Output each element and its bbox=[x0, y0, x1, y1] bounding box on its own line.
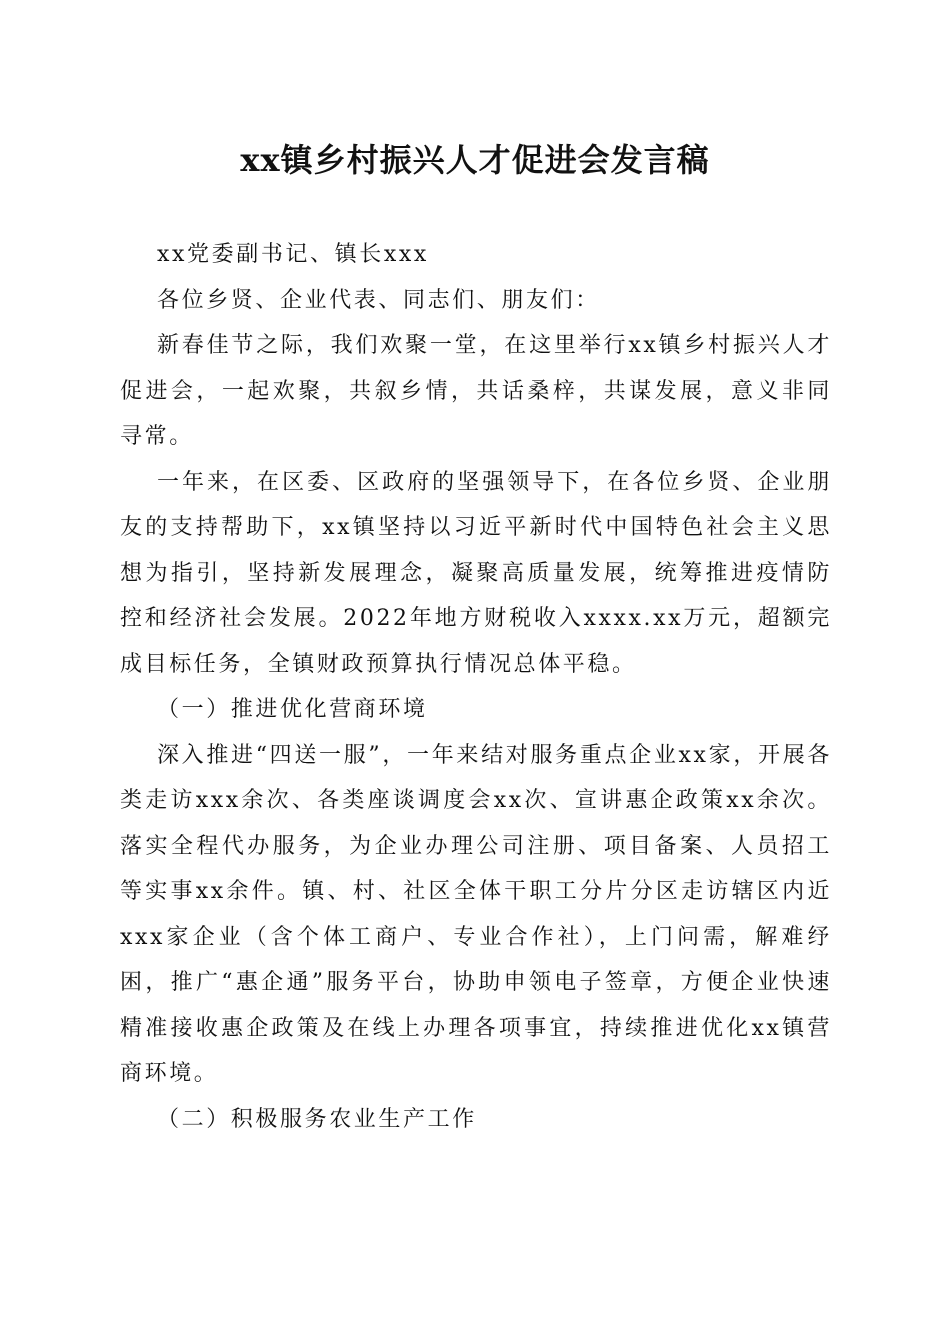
document-body bbox=[120, 232, 832, 1142]
section-heading-1: （一）推进优化营商环境 bbox=[157, 697, 428, 722]
paragraph-business-environment: 深入推进“四送一服”，一年来结对服务重点企业xx家，开展各类走访xxx余次、各类座谈调度会xx次、宣讲惠企政策xx余次。落实全程代办服务，为企业办理公司注册、项目备案、人员招工等实事xx余件。镇、村、社区全体干职工分片分区走访辖区内近xxx家企业（含个体工商户、专业合作社），上门问需，解难纾困，推广“惠企通”服务平台，协助申领电子签章，方便企业快速精准接收惠企政策及在线上办理各项事宜，持续推进优化xx镇营商环境。 bbox=[120, 742, 832, 1086]
paragraph-opening: 新春佳节之际，我们欢聚一堂，在这里举行xx镇乡村振兴人才促进会，一起欢聚，共叙乡情，共话桑梓，共谋发展，意义非同寻常。 bbox=[120, 333, 832, 449]
speaker-line: xx党委副书记、镇长xxx bbox=[157, 242, 429, 267]
section-heading-2: （二）积极服务农业生产工作 bbox=[157, 1106, 477, 1132]
paragraph-review: 一年来，在区委、区政府的坚强领导下，在各位乡贤、企业朋友的支持帮助下，xx镇坚持以习近平新时代中国特色社会主义思想为指引，坚持新发展理念，凝聚高质量发展，统筹推进疫情防控和经济社会发展。2022年地方财税收入xxxx.xx万元，超额完成目标任务，全镇财政预算执行情况总体平稳。 bbox=[120, 469, 832, 677]
document-title: xx镇乡村振兴人才促进会发言稿 bbox=[240, 141, 710, 179]
salutation: 各位乡贤、企业代表、同志们、朋友们： bbox=[157, 287, 600, 313]
